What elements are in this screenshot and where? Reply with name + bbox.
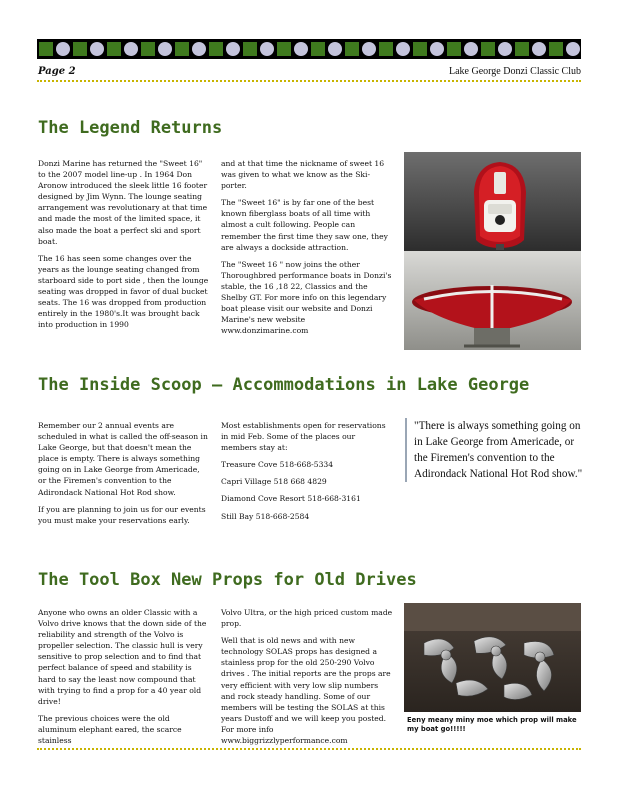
pattern-dot — [430, 42, 444, 56]
pattern-square — [243, 42, 257, 56]
photo-caption: Eeny meany miny moe which prop will make my boat go!!!!! — [407, 716, 577, 733]
pattern-dot — [498, 42, 512, 56]
pattern-square — [447, 42, 461, 56]
pattern-square — [39, 42, 53, 56]
pattern-square — [73, 42, 87, 56]
pattern-square — [209, 42, 223, 56]
section-title-inside-scoop: The Inside Scoop — Accommodations in Lake George — [38, 375, 530, 395]
pattern-square — [413, 42, 427, 56]
paragraph: Volvo Ultra, or the high priced custom made prop. — [221, 608, 393, 629]
pattern-dot — [532, 42, 546, 56]
pattern-square — [481, 42, 495, 56]
pattern-dot — [566, 42, 580, 56]
pattern-square — [345, 42, 359, 56]
pattern-dot — [158, 42, 172, 56]
section3-column-1 — [38, 607, 210, 752]
section1-column-2 — [221, 158, 393, 342]
header-pattern-band — [37, 39, 581, 59]
pattern-dot — [56, 42, 70, 56]
paragraph: The "Sweet 16" is by far one of the best known fiberglass boats of all time with almost a cult following. People can remember the first time they saw one, they are always a dockside attraction. — [221, 198, 388, 252]
pattern-square — [549, 42, 563, 56]
pattern-dot — [464, 42, 478, 56]
club-name: Lake George Donzi Classic Club — [448, 66, 581, 77]
pull-quote: "There is always something going on in Lake George from Americade, or the Firemen's convention to the Adirondack National Hot Rod show." — [405, 418, 590, 482]
section2-column-1 — [38, 420, 210, 532]
paragraph: Well that is old news and with new technology SOLAS props has designed a stainless prop for the old 250-290 Volvo drives . The initial reports are the props are very efficient with very low slip numbers and rock steady handling. Some of our members will be testing the SOLAS at this years Dustoff and we will keep you posted. For more info www.biggrizzlyperformance.com — [221, 636, 391, 746]
pattern-square — [175, 42, 189, 56]
paragraph: Anyone who owns an older Classic with a Volvo drive knows that the down side of the reliability and strength of the Volvo is propeller selection. The classic hull is very sensitive to prop selection and to find that perfect balance of speed and stability is hard to say the least now compound that with trying to find a prop for a 40 year old drive! — [38, 608, 207, 706]
pattern-square — [141, 42, 155, 56]
section3-column-2 — [221, 607, 393, 752]
section1-column-1 — [38, 158, 210, 336]
pattern-dot — [192, 42, 206, 56]
sweet16-boat-photo — [404, 152, 581, 350]
pattern-dot — [294, 42, 308, 56]
pattern-square — [515, 42, 529, 56]
paragraph: The 16 has seen some changes over the years as the lounge seating changed from starboard side to port side , then the lounge seating was dropped in favor of dual bucket seats. The 16 was dropped from production entirely in the 1980's.It was brought back into production in 1990 — [38, 253, 209, 330]
top-divider — [37, 80, 581, 82]
pattern-dot — [90, 42, 104, 56]
section2-column-2 — [221, 420, 393, 528]
pattern-dot — [226, 42, 240, 56]
paragraph: Remember our 2 annual events are scheduled in what is called the off-season in Lake George, but that doesn't mean the place is empty. There is always something going on in Lake George from Americade, or the Firemen's convention to the Adirondack National Hot Rod show. — [38, 421, 208, 497]
section-title-tool-box: The Tool Box New Props for Old Drives — [38, 570, 417, 590]
paragraph: The previous choices were the old aluminum elephant eared, the scarce stainless — [38, 713, 182, 746]
pattern-dot — [396, 42, 410, 56]
bottom-divider — [37, 748, 581, 750]
lodging-item: Treasure Cove 518-668-5334 — [221, 460, 334, 470]
lodging-item: Still Bay 518-668-2584 — [221, 511, 310, 521]
lodging-item: Capri Village 518 668 4829 — [221, 477, 327, 487]
paragraph: and at that time the nickname of sweet 16 was given to what we know as the Ski-porter. — [221, 159, 385, 191]
pattern-square — [107, 42, 121, 56]
pattern-dot — [328, 42, 342, 56]
pattern-square — [277, 42, 291, 56]
pattern-dot — [124, 42, 138, 56]
paragraph: Most establishments open for reservations in mid Feb. Some of the places our members stay at: — [221, 421, 386, 453]
pattern-square — [379, 42, 393, 56]
paragraph: The "Sweet 16 " now joins the other Thoroughbred performance boats in Donzi's stable, the 16 ,18 22, Classics and the Shelby GT. For more info on this legendary boat please visit our website and Donzi Marine's new website www.donzimarine.com — [221, 259, 392, 336]
paragraph: Donzi Marine has returned the "Sweet 16" to the 2007 model line-up . In 1964 Don Aronow introduced the sleek little 16 footer designed by Jim Wynn. The lounge seating arrangement was revolutionary at that time and made the most of the limited space, it also made the boat a perfect ski and sport boat. — [38, 159, 208, 246]
propellers-photo — [404, 603, 581, 712]
paragraph: If you are planning to join us for our events you must make your reservations early. — [38, 504, 206, 525]
page-number: Page 2 — [38, 66, 76, 77]
pattern-dot — [260, 42, 274, 56]
pattern-dot — [362, 42, 376, 56]
section-title-legend: The Legend Returns — [38, 118, 223, 138]
pattern-square — [311, 42, 325, 56]
lodging-item: Diamond Cove Resort 518-668-3161 — [221, 494, 361, 504]
